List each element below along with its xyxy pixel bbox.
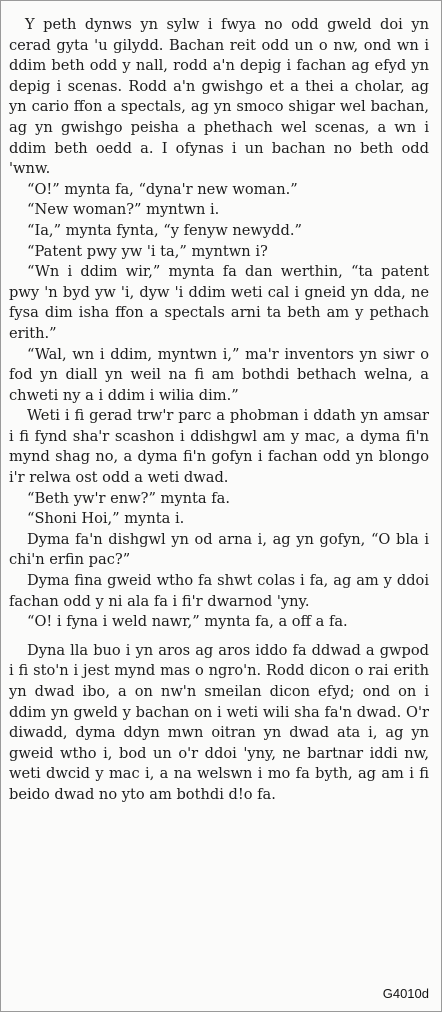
paragraph-9: “Beth yw'r enw?” mynta fa. — [27, 489, 230, 507]
paragraph-14: Dyna lla buo i yn aros ag aros iddo fa ddwad a gwpod i fi sto'n i jest mynd mas o ngro'n. Rodd dicon o rai erith yn dwad ibo, a on nw'n smeilan dicon efyd; ond on i ddim yn gweld y bachan on i weti wili sha fa'n dwad. O'r diwadd, dyma ddyn mwn oitran yn dwad ata i, ag yn gweid wtho i, bod un o'r ddoi 'yny, ne bartnar iddi nw, weti dwcid y mac i, a na welswn i mo fa byth, ag am i fi beido dwad no yto am bothdi d!o fa. — [9, 641, 429, 803]
paragraph-12: Dyma fina gweid wtho fa shwt colas i fa, ag am y ddoi fachan odd y ni ala fa i fi'r dwarnod 'yny. — [9, 572, 429, 610]
paragraph-7: “Wal, wn i ddim, myntwn i,” ma'r inventors yn siwr o fod yn diall yn weil na fi am bothdi bethach welna, a chweti ny a i ddim i wilia dim.” — [9, 345, 429, 404]
paragraph-4: “Ia,” mynta fynta, “y fenyw newydd.” — [27, 221, 302, 239]
catalogue-code: G4010d — [382, 986, 429, 1001]
paragraph-13: “O! i fyna i weld nawr,” mynta fa, a off a fa. — [27, 613, 348, 631]
paragraph-2: “O!” mynta fa, “dyna'r new woman.” — [27, 180, 298, 198]
text-column — [9, 15, 429, 806]
paragraph-1: Y peth dynws yn sylw i fwya no odd gweld doi yn cerad gyta 'u gilydd. Bachan reit odd un o nw, ond wn i ddim beth odd y nall, rodd a'n depig i fachan ag efyd yn depig i scenas. Rodd a'n gwishgo et a thei a cholar, ag yn cario ffon a spectals, ag yn smoco shigar wel bachan, ag yn gwishgo peisha a phethach wel scenas, a wn i ddim beth oedd a. I ofynas i un bachan no beth odd 'wnw. — [9, 16, 429, 178]
paragraph-11: Dyma fa'n dishgwl yn od arna i, ag yn gofyn, “O bla i chi'n erfin pac?” — [9, 530, 429, 569]
paragraph-8: Weti i fi gerad trw'r parc a phobman i ddath yn amsar i fi fynd sha'r scashon i ddishgwl am y mac, a dyma fi'n mynd shag no, a dyma fi'n gofyn i fachan odd yn blongo i'r relwa ost odd a weti dwad. — [9, 407, 429, 487]
paragraph-6: “Wn i ddim wir,” mynta fa dan werthin, “ta patent pwy 'n byd yw 'i, dyw 'i ddim weti cal i gneid yn dda, ne fysa dim isha ffon a spectals arni ta beth am y pethach erith.” — [9, 263, 429, 342]
paragraph-3: “New woman?” myntwn i. — [27, 201, 220, 219]
paragraph-5: “Patent pwy yw 'i ta,” myntwn i? — [27, 242, 268, 260]
paragraph-10: “Shoni Hoi,” mynta i. — [27, 510, 185, 528]
